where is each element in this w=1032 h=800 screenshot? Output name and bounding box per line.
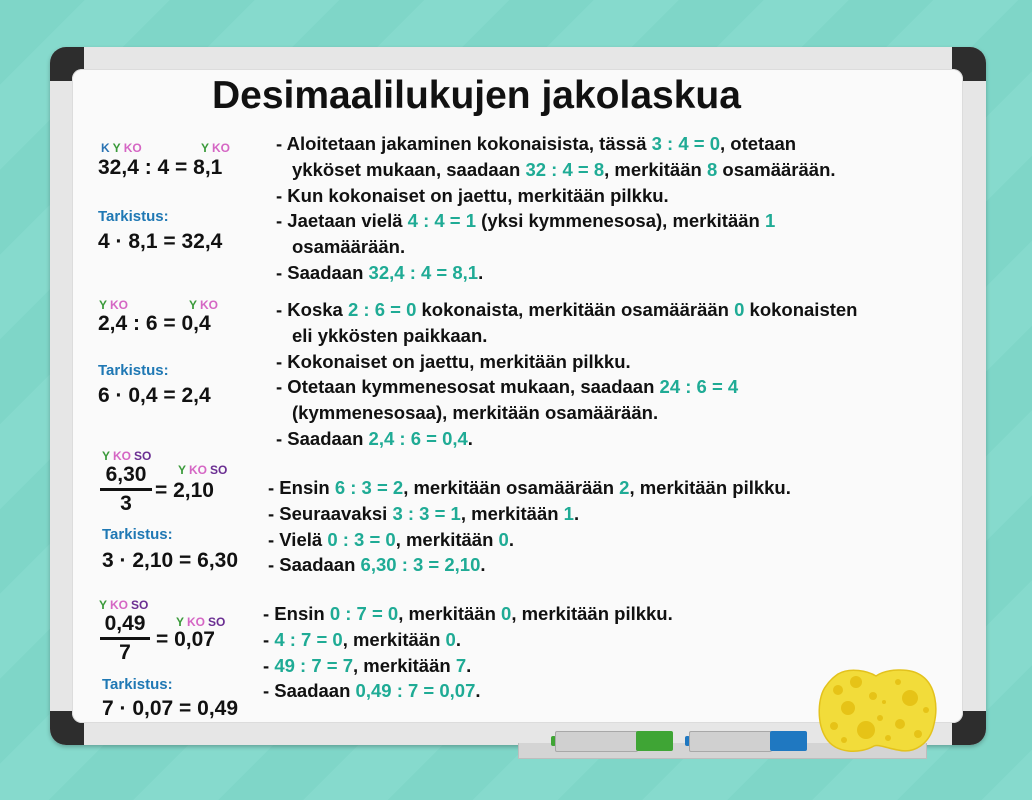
step-text: - Otetaan kymmenesosat mukaan, saadaan — [276, 376, 660, 398]
page-title: Desimaalilukujen jakolaskua — [212, 74, 741, 117]
step-line — [276, 157, 836, 183]
step-text: , merkitään pilkku. — [629, 477, 791, 498]
denominator: 7 — [119, 641, 131, 664]
step-text: - Aloitetaan jakaminen kokonaisista, tässä — [276, 133, 652, 154]
step-line — [276, 374, 857, 400]
highlighted-math: 0 : 3 = 0 — [327, 528, 396, 550]
highlighted-math: 2 — [619, 477, 630, 498]
steps-list — [268, 475, 791, 578]
step-line — [263, 601, 673, 627]
highlighted-math: 0 — [498, 528, 509, 550]
step-line — [276, 297, 857, 323]
step-text: - Kun kokonaiset on jaettu, merkitään pilkku. — [276, 184, 669, 206]
division-equation: 32,4 : 4 = 8,1 — [98, 156, 223, 179]
step-line — [276, 208, 836, 234]
step-text: osamäärään. — [717, 158, 836, 180]
step-line — [276, 323, 857, 349]
highlighted-math: 0 : 7 = 0 — [329, 603, 399, 624]
highlighted-math: 2 : 6 = 0 — [347, 299, 417, 320]
highlighted-math: 32 : 4 = 8 — [525, 158, 605, 180]
check-label: Tarkistus: — [102, 526, 173, 543]
highlighted-math: 1 — [765, 210, 776, 232]
step-line — [268, 527, 791, 553]
step-line — [276, 260, 836, 286]
check-equation: 4 · 8,1 = 32,4 — [98, 230, 223, 253]
highlighted-math: 0 — [734, 299, 745, 320]
label-ko: KO — [200, 298, 219, 312]
highlighted-math: 2,4 : 6 = 0,4 — [368, 427, 468, 449]
check-equation: 6 · 0,4 = 2,4 — [98, 384, 211, 407]
highlighted-math: 3 : 3 = 1 — [392, 502, 461, 524]
label-ko: KO — [110, 298, 129, 312]
check-equation: 7 · 0,07 = 0,49 — [102, 697, 239, 720]
step-text: - Saadaan — [276, 261, 369, 283]
step-text: . — [475, 680, 481, 702]
label-k: K — [101, 141, 110, 155]
step-text: - Ensin — [263, 603, 330, 624]
step-line — [276, 183, 836, 209]
step-text: , merkitään pilkku. — [511, 603, 673, 624]
highlighted-math: 7 — [455, 654, 467, 676]
place-value-labels — [178, 463, 230, 477]
place-value-labels — [99, 298, 131, 312]
label-y: Y — [99, 598, 108, 612]
highlighted-math: 0,49 : 7 = 0,07 — [355, 680, 476, 702]
denominator: 3 — [120, 492, 132, 515]
step-text: - — [263, 654, 275, 676]
numerator: 6,30 — [100, 463, 152, 491]
highlighted-math: 0 — [501, 603, 512, 624]
step-line — [268, 475, 791, 501]
step-text: , merkitään — [395, 528, 499, 550]
check-label: Tarkistus: — [98, 208, 169, 225]
step-text: kokonaista, merkitään osamäärään — [416, 299, 735, 320]
step-text: . — [573, 502, 580, 524]
place-value-labels — [201, 141, 233, 155]
label-y: Y — [112, 141, 121, 155]
step-text: - Ensin — [268, 477, 335, 498]
marker-body — [555, 731, 638, 752]
steps-list — [276, 297, 857, 452]
highlighted-math: 32,4 : 4 = 8,1 — [368, 261, 479, 283]
step-line — [276, 131, 836, 157]
step-text: , otetaan — [720, 133, 797, 154]
step-text: , merkitään — [460, 502, 564, 524]
highlighted-math: 8 — [706, 158, 718, 180]
step-text: - Kokonaiset on jaettu, merkitään pilkku. — [276, 350, 631, 372]
step-line — [268, 552, 791, 578]
place-value-labels — [102, 449, 154, 463]
sponge-icon[interactable] — [818, 668, 938, 754]
marker-cap — [770, 731, 807, 751]
highlighted-math: 1 — [563, 502, 574, 524]
label-y: Y — [102, 449, 111, 463]
highlighted-math: 49 : 7 = 7 — [274, 654, 353, 676]
highlighted-math: 4 : 4 = 1 — [407, 210, 477, 232]
place-value-labels — [101, 141, 145, 155]
step-text: - Saadaan — [276, 427, 369, 449]
step-text: . — [455, 628, 461, 650]
label-y: Y — [99, 298, 108, 312]
step-text: , merkitään — [353, 654, 456, 676]
check-label: Tarkistus: — [102, 676, 173, 693]
label-so: SO — [210, 463, 228, 477]
steps-list — [276, 131, 836, 286]
step-text: (kymmenesosaa), merkitään osamäärään. — [292, 402, 659, 424]
check-label: Tarkistus: — [98, 362, 169, 379]
step-line — [263, 678, 673, 704]
label-ko: KO — [212, 141, 231, 155]
label-ko: KO — [189, 463, 208, 477]
step-text: eli ykkösten paikkaan. — [292, 324, 488, 346]
step-line — [276, 349, 857, 375]
step-text: . — [466, 654, 472, 676]
division-result: = 2,10 — [155, 479, 214, 502]
step-text: . — [467, 427, 473, 449]
division-result: = 0,07 — [156, 628, 215, 651]
highlighted-math: 6 : 3 = 2 — [334, 477, 404, 498]
highlighted-math: 0 — [445, 628, 456, 650]
step-text: - Saadaan — [268, 554, 361, 576]
division-equation: 2,4 : 6 = 0,4 — [98, 312, 211, 335]
fraction — [100, 612, 150, 666]
step-text: - Vielä — [268, 528, 328, 550]
step-text: kokonaisten — [744, 299, 858, 320]
label-ko: KO — [187, 615, 206, 629]
step-text: , merkitään — [398, 603, 502, 624]
step-line — [276, 426, 857, 452]
check-equation: 3 · 2,10 = 6,30 — [102, 549, 239, 572]
label-ko: KO — [110, 598, 129, 612]
steps-list — [263, 601, 673, 704]
label-so: SO — [131, 598, 149, 612]
highlighted-math: 4 : 7 = 0 — [274, 628, 343, 650]
step-text: ykköset mukaan, saadaan — [292, 158, 526, 180]
step-text: . — [508, 528, 514, 550]
step-line — [263, 627, 673, 653]
step-text: - Saadaan — [263, 680, 356, 702]
label-ko: KO — [113, 449, 132, 463]
step-text: . — [480, 554, 486, 576]
step-line — [276, 234, 836, 260]
label-y: Y — [189, 298, 198, 312]
step-text: , merkitään osamäärään — [403, 477, 620, 498]
highlighted-math: 3 : 4 = 0 — [651, 133, 721, 154]
label-y: Y — [178, 463, 187, 477]
label-y: Y — [176, 615, 185, 629]
place-value-labels — [99, 598, 151, 612]
marker-body — [689, 731, 772, 752]
highlighted-math: 24 : 6 = 4 — [659, 376, 739, 398]
fraction — [100, 463, 152, 517]
highlighted-math: 6,30 : 3 = 2,10 — [360, 554, 481, 576]
numerator: 0,49 — [100, 612, 150, 640]
step-text: - Jaetaan vielä — [276, 210, 408, 232]
step-text: - Koska — [276, 299, 348, 320]
marker-cap — [636, 731, 673, 751]
step-text: , merkitään — [604, 158, 707, 180]
place-value-labels — [176, 615, 228, 629]
step-text: . — [478, 261, 484, 283]
step-line — [276, 400, 857, 426]
step-text: - — [263, 628, 275, 650]
step-text: osamäärään. — [292, 236, 406, 258]
step-line — [268, 501, 791, 527]
step-line — [263, 653, 673, 679]
place-value-labels — [189, 298, 221, 312]
label-y: Y — [201, 141, 210, 155]
label-ko: KO — [123, 141, 142, 155]
label-so: SO — [208, 615, 226, 629]
step-text: - Seuraavaksi — [268, 502, 393, 524]
label-so: SO — [134, 449, 152, 463]
step-text: , merkitään — [342, 628, 446, 650]
step-text: (yksi kymmenesosa), merkitään — [476, 210, 765, 232]
